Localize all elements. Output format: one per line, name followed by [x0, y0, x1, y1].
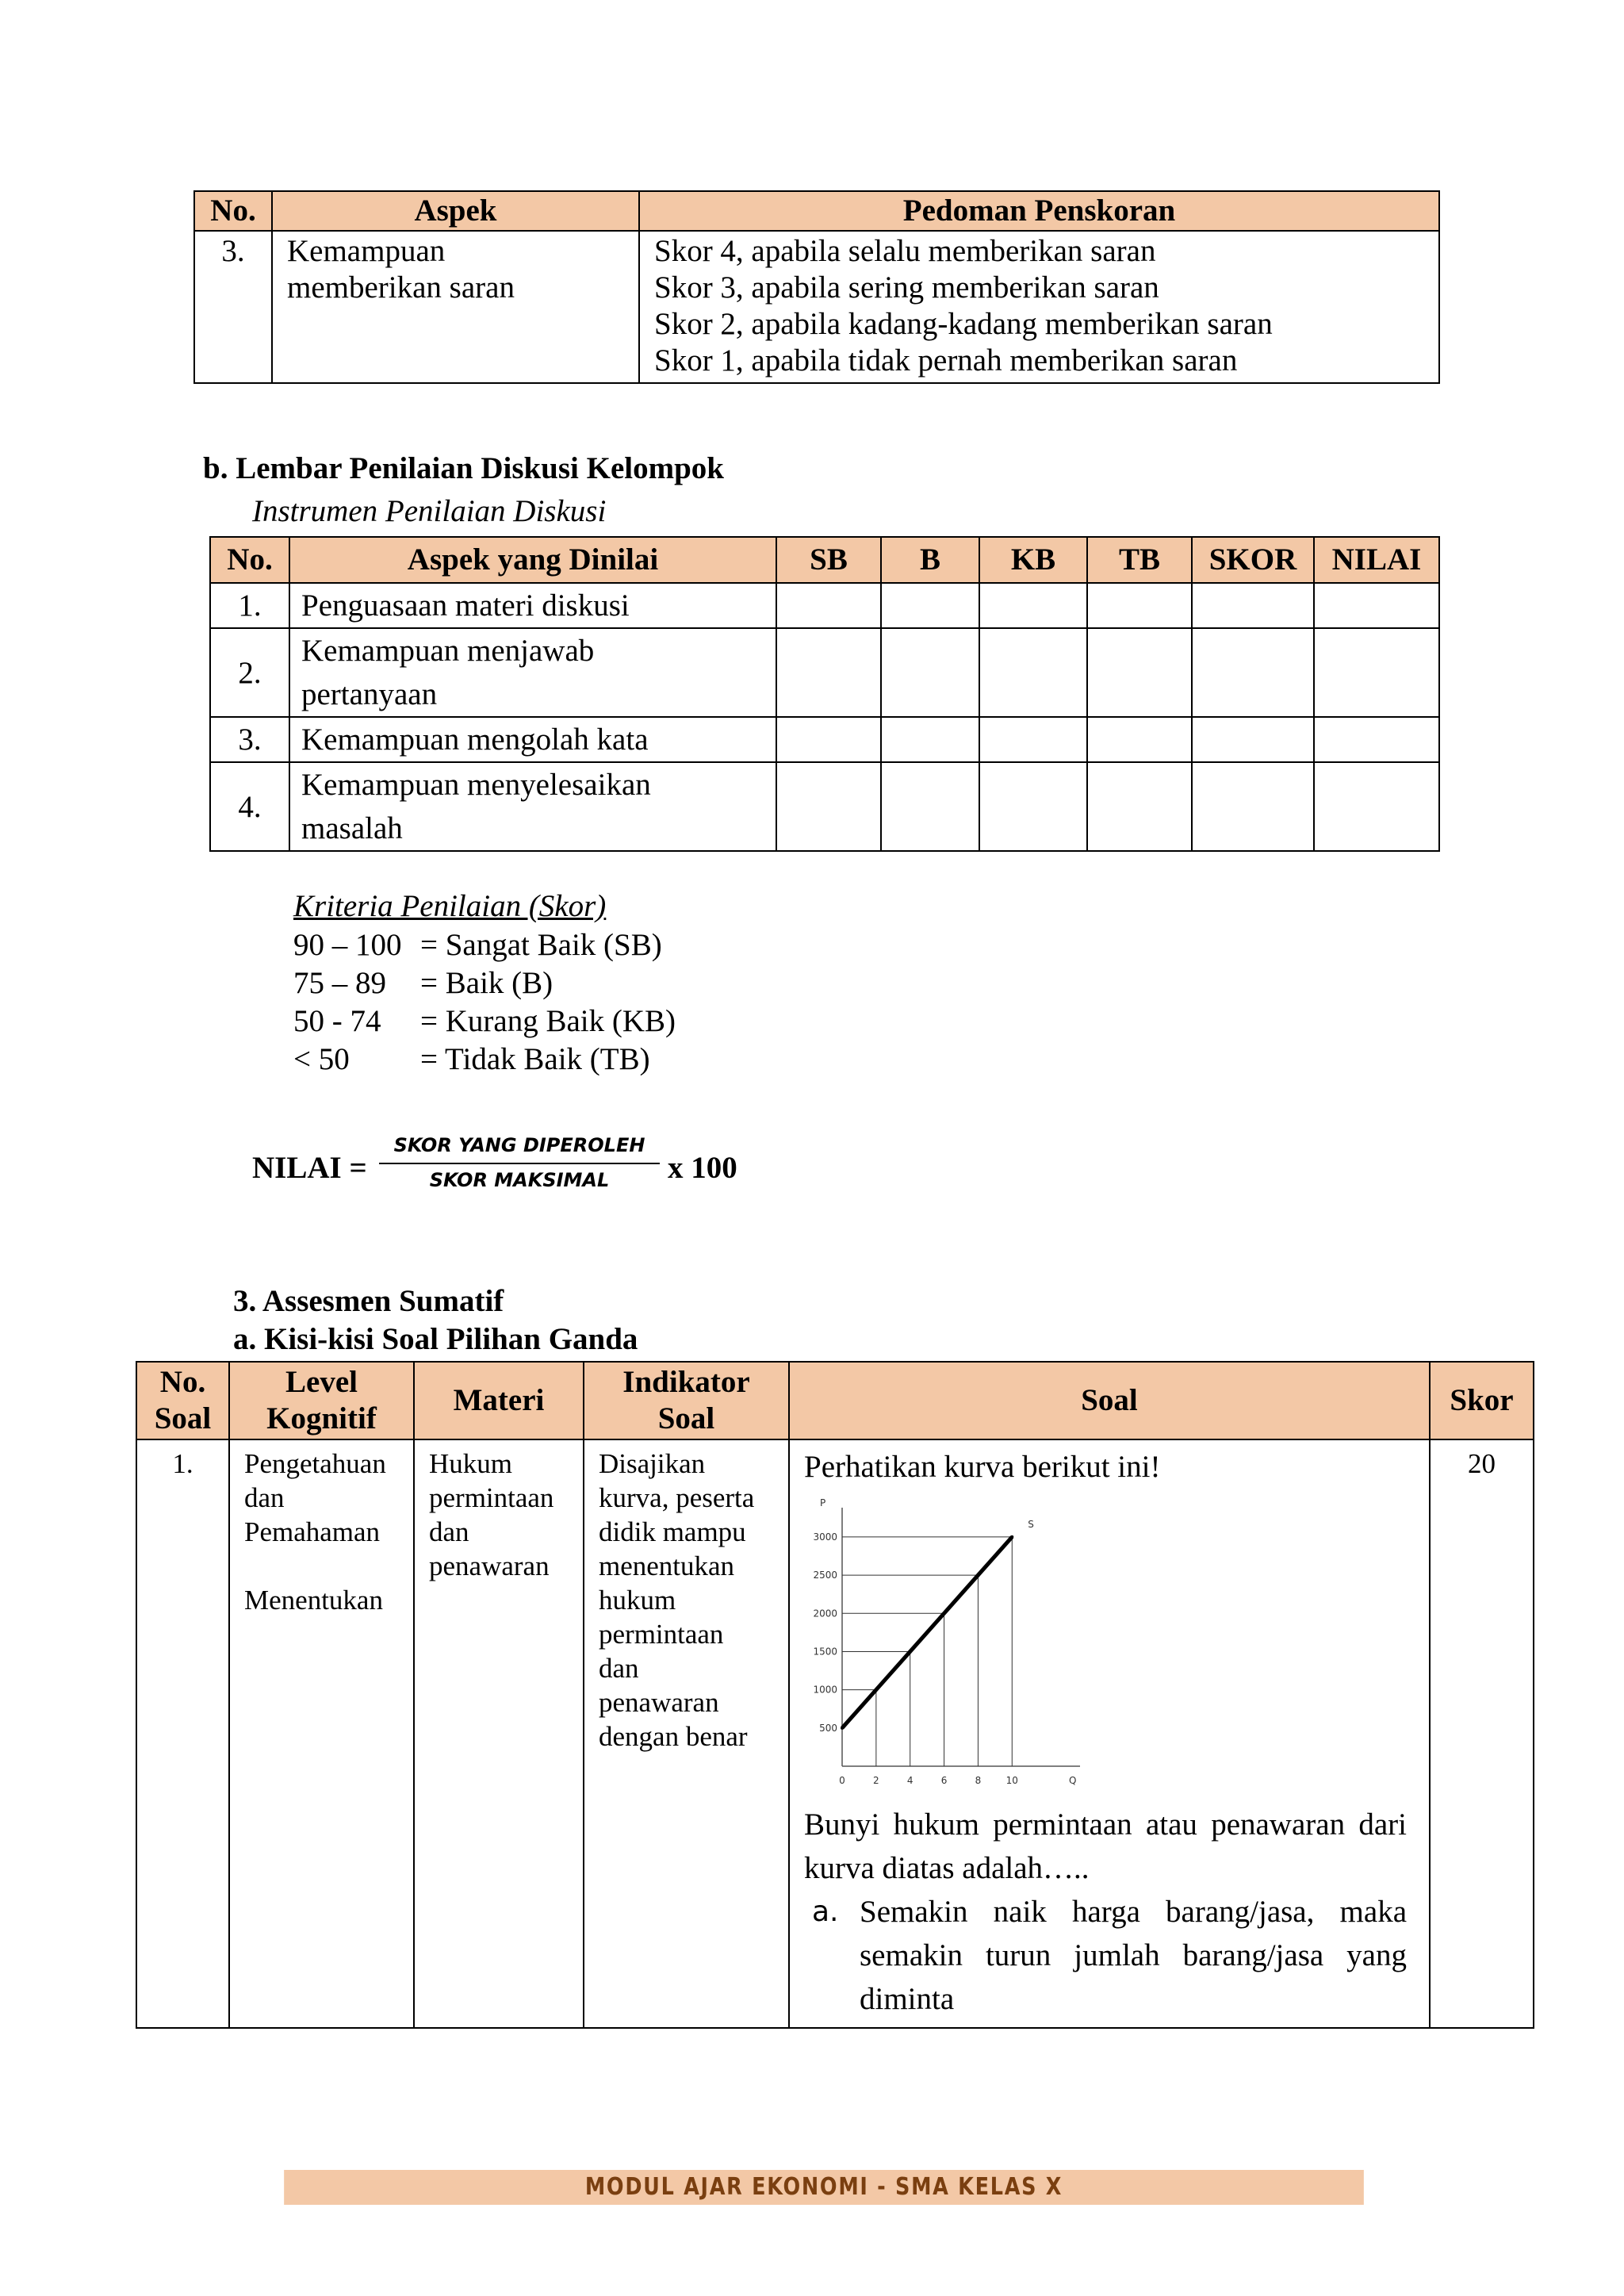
- cell-b[interactable]: [881, 628, 979, 717]
- cell-kb[interactable]: [979, 583, 1087, 628]
- discussion-assessment-table: [209, 536, 1440, 852]
- table-row: [210, 583, 1439, 628]
- cell-sb[interactable]: [776, 583, 881, 628]
- indikator-line: kurva, peserta: [599, 1482, 755, 1513]
- data-point: [841, 1727, 844, 1730]
- level-line: Pengetahuan: [244, 1448, 386, 1479]
- kriteria-item: [293, 964, 676, 1002]
- kriteria-label: = Kurang Baik (KB): [420, 1004, 676, 1038]
- supply-curve-chart: [804, 1498, 1097, 1792]
- level-line: Pemahaman: [244, 1516, 381, 1547]
- table-row: [136, 1439, 1534, 2028]
- pedoman-line: Skor 3, apabila sering memberikan saran: [654, 270, 1159, 305]
- kriteria-item: [293, 1041, 676, 1079]
- section-3-subheading: a. Kisi-kisi Soal Pilihan Ganda: [233, 1322, 638, 1356]
- cell-no: 4.: [210, 762, 289, 851]
- aspek-line: masalah: [301, 811, 403, 845]
- kriteria-label: = Tidak Baik (TB): [420, 1042, 650, 1076]
- cell-kb[interactable]: [979, 717, 1087, 762]
- cell-b[interactable]: [881, 717, 979, 762]
- table-header-row: [136, 1362, 1534, 1439]
- table-row: [210, 717, 1439, 762]
- x-tick-label: 8: [975, 1775, 982, 1786]
- cell-skor[interactable]: [1192, 717, 1314, 762]
- cell-no: 1.: [210, 583, 289, 628]
- answer-option-a[interactable]: [804, 1890, 1407, 2021]
- cell-skor[interactable]: [1192, 762, 1314, 851]
- indikator-line: penawaran: [599, 1687, 719, 1718]
- soal-intro: Perhatikan kurva berikut ini!: [804, 1450, 1161, 1484]
- cell-sb[interactable]: [776, 762, 881, 851]
- cell-sb[interactable]: [776, 717, 881, 762]
- aspek-line: Kemampuan: [287, 234, 446, 268]
- kriteria-title: Kriteria Penilaian (Skor): [293, 889, 607, 923]
- cell-skor[interactable]: [1192, 583, 1314, 628]
- x-tick-label: 0: [839, 1775, 845, 1786]
- header-skor: SKOR: [1192, 537, 1314, 583]
- series-label: S: [1028, 1518, 1034, 1530]
- data-point: [943, 1612, 946, 1615]
- cell-tb[interactable]: [1087, 628, 1192, 717]
- header-aspek: Aspek yang Dinilai: [289, 537, 776, 583]
- aspek-line: Penguasaan materi diskusi: [301, 588, 630, 623]
- pedoman-line: Skor 4, apabila selalu memberikan saran: [654, 234, 1156, 268]
- header-nilai: NILAI: [1314, 537, 1439, 583]
- table-row: [194, 231, 1439, 383]
- aspek-line: memberikan saran: [287, 270, 515, 305]
- formula-numerator: SKOR YANG DIPEROLEH: [393, 1134, 645, 1156]
- cell-no: 3.: [210, 717, 289, 762]
- section-b-heading: b. Lembar Penilaian Diskusi Kelompok: [203, 451, 724, 485]
- data-point: [1010, 1535, 1013, 1539]
- cell-aspek: [289, 628, 776, 717]
- header-pedoman: Pedoman Penskoran: [639, 191, 1439, 231]
- indikator-line: permintaan: [599, 1619, 724, 1650]
- option-text: Semakin naik harga barang/jasa, maka semakin turun jumlah barang/jasa yang diminta: [860, 1895, 1407, 2016]
- header-kb: KB: [979, 537, 1087, 583]
- indikator-line: Disajikan: [599, 1448, 706, 1479]
- aspek-line: Kemampuan menjawab: [301, 634, 595, 668]
- data-point: [875, 1688, 878, 1692]
- header-line: No.: [159, 1365, 206, 1399]
- table-row: [210, 762, 1439, 851]
- y-tick-label: 1000: [813, 1684, 837, 1696]
- indikator-line: dengan benar: [599, 1721, 748, 1752]
- materi-line: permintaan: [429, 1482, 554, 1513]
- header-tb: TB: [1087, 537, 1192, 583]
- cell-b[interactable]: [881, 583, 979, 628]
- cell-aspek: [289, 717, 776, 762]
- header-indikator: [584, 1362, 789, 1439]
- header-line: Level: [285, 1365, 358, 1399]
- page-footer: MODUL AJAR EKONOMI - SMA KELAS X: [284, 2170, 1364, 2205]
- pedoman-line: Skor 1, apabila tidak pernah memberikan saran: [654, 343, 1238, 378]
- formula-rhs: x 100: [668, 1151, 737, 1185]
- indikator-line: didik mampu: [599, 1516, 746, 1547]
- header-no: No.: [194, 191, 272, 231]
- level-line: dan: [244, 1482, 285, 1513]
- data-point: [909, 1650, 912, 1653]
- y-tick-label: 1500: [813, 1646, 837, 1658]
- x-tick-label: 2: [873, 1775, 879, 1786]
- pedoman-line: Skor 2, apabila kadang-kadang memberikan saran: [654, 307, 1273, 341]
- formula-denominator: SKOR MAKSIMAL: [429, 1169, 610, 1191]
- kriteria-range: 50 - 74: [293, 1004, 381, 1038]
- header-soal: Soal: [789, 1362, 1430, 1439]
- y-tick-label: 500: [819, 1722, 837, 1734]
- cell-no: 2.: [210, 628, 289, 717]
- section-3-heading: 3. Assesmen Sumatif: [233, 1284, 504, 1318]
- cell-level: [229, 1439, 414, 2028]
- level-line: Menentukan: [244, 1585, 383, 1616]
- soal-question: Bunyi hukum permintaan atau penawaran dari kurva diatas adalah…..: [804, 1807, 1407, 1885]
- cell-tb[interactable]: [1087, 583, 1192, 628]
- header-line: Indikator: [622, 1365, 750, 1399]
- data-point: [976, 1573, 979, 1577]
- kriteria-range: < 50: [293, 1042, 350, 1076]
- cell-no: 1.: [136, 1439, 229, 2028]
- cell-kb[interactable]: [979, 628, 1087, 717]
- kriteria-label: = Baik (B): [420, 966, 553, 1000]
- kriteria-label: = Sangat Baik (SB): [420, 928, 662, 962]
- header-sb: SB: [776, 537, 881, 583]
- header-level-kognitif: [229, 1362, 414, 1439]
- header-no: No.: [210, 537, 289, 583]
- cell-aspek: [272, 231, 639, 383]
- materi-line: penawaran: [429, 1550, 550, 1581]
- kriteria-item: [293, 1002, 676, 1041]
- cell-materi: [414, 1439, 584, 2028]
- y-tick-label: 2000: [813, 1608, 837, 1619]
- cell-sb[interactable]: [776, 628, 881, 717]
- formula-lhs: NILAI =: [252, 1151, 367, 1185]
- indikator-line: hukum: [599, 1585, 676, 1616]
- y-tick-label: 2500: [813, 1570, 837, 1581]
- cell-nilai[interactable]: [1314, 717, 1439, 762]
- y-axis-label: P: [820, 1498, 826, 1508]
- cell-nilai[interactable]: [1314, 583, 1439, 628]
- cell-b[interactable]: [881, 762, 979, 851]
- kriteria-range: 75 – 89: [293, 966, 386, 1000]
- header-line: Soal: [154, 1401, 212, 1435]
- supply-line: [842, 1537, 1012, 1728]
- x-tick-label: 6: [940, 1775, 948, 1786]
- cell-skor[interactable]: [1192, 628, 1314, 717]
- level-line: [244, 1549, 399, 1583]
- section-b-subheading: Instrumen Penilaian Diskusi: [252, 494, 607, 528]
- cell-nilai[interactable]: [1314, 762, 1439, 851]
- cell-nilai[interactable]: [1314, 628, 1439, 717]
- aspek-line: pertanyaan: [301, 677, 438, 711]
- y-tick-label: 3000: [813, 1531, 837, 1543]
- cell-kb[interactable]: [979, 762, 1087, 851]
- kriteria-item: [293, 926, 676, 964]
- header-line: Soal: [657, 1401, 715, 1435]
- cell-tb[interactable]: [1087, 762, 1192, 851]
- indikator-line: dan: [599, 1653, 639, 1684]
- table-row: [210, 628, 1439, 717]
- cell-skor: 20: [1430, 1439, 1534, 2028]
- indikator-line: menentukan: [599, 1550, 735, 1581]
- table-header-row: [194, 191, 1439, 231]
- question-grid-table: [136, 1361, 1534, 2029]
- kriteria-list: [293, 926, 676, 1079]
- aspek-line: Kemampuan mengolah kata: [301, 723, 649, 757]
- cell-aspek: [289, 583, 776, 628]
- scoring-guide-table: [193, 190, 1440, 384]
- x-tick-label: 10: [1005, 1775, 1018, 1786]
- cell-indikator: [584, 1439, 789, 2028]
- x-axis-label: Q: [1069, 1775, 1077, 1786]
- materi-line: dan: [429, 1516, 469, 1547]
- header-materi: Materi: [414, 1362, 584, 1439]
- cell-pedoman: [639, 231, 1439, 383]
- fraction-bar: [379, 1163, 660, 1164]
- aspek-line: Kemampuan menyelesaikan: [301, 768, 651, 802]
- materi-line: Hukum: [429, 1448, 512, 1479]
- header-line: Kognitif: [266, 1401, 377, 1435]
- header-skor: Skor: [1430, 1362, 1534, 1439]
- header-aspek: Aspek: [272, 191, 639, 231]
- header-no-soal: [136, 1362, 229, 1439]
- cell-tb[interactable]: [1087, 717, 1192, 762]
- header-b: B: [881, 537, 979, 583]
- cell-aspek: [289, 762, 776, 851]
- x-tick-label: 4: [906, 1775, 914, 1786]
- cell-no: 3.: [194, 231, 272, 383]
- table-header-row: [210, 537, 1439, 583]
- option-label: a.: [812, 1895, 839, 1928]
- kriteria-range: 90 – 100: [293, 928, 402, 962]
- cell-soal: [789, 1439, 1430, 2028]
